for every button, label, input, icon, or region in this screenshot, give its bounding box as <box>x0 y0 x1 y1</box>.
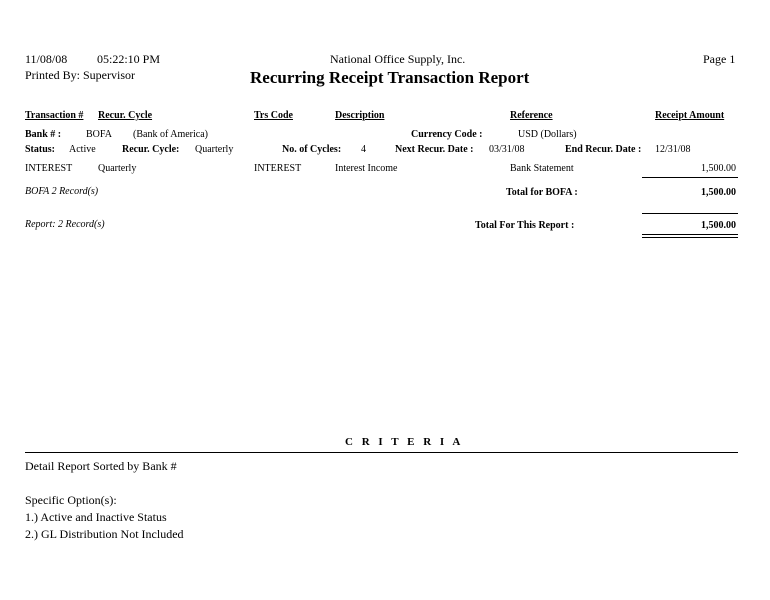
criteria-option-2: 2.) GL Distribution Not Included <box>25 527 184 541</box>
double-underline-top <box>642 234 738 235</box>
bank-total-amount: 1,500.00 <box>701 187 736 198</box>
total-line <box>642 213 738 214</box>
bank-label: Bank # : <box>25 129 62 140</box>
detail-amount: 1,500.00 <box>701 163 736 174</box>
currency-value: USD (Dollars) <box>518 129 577 140</box>
detail-cycle: Quarterly <box>98 163 137 174</box>
detail-trs-code: INTEREST <box>254 163 302 174</box>
criteria-heading: C R I T E R I A <box>345 436 464 448</box>
bank-records: BOFA 2 Record(s) <box>25 186 99 197</box>
report-date: 11/08/08 <box>25 52 68 66</box>
detail-transaction: INTEREST <box>25 163 73 174</box>
col-description: Description <box>335 110 385 121</box>
report-title: Recurring Receipt Transaction Report <box>250 68 530 87</box>
col-transaction: Transaction # <box>25 110 84 121</box>
currency-label: Currency Code : <box>411 129 483 140</box>
col-reference: Reference <box>510 110 553 121</box>
cycles-label: No. of Cycles: <box>282 144 342 155</box>
col-receipt-amount: Receipt Amount <box>655 110 725 121</box>
cycles-value: 4 <box>361 144 366 155</box>
company-name: National Office Supply, Inc. <box>330 52 466 66</box>
status-label: Status: <box>25 144 56 155</box>
criteria-options-heading: Specific Option(s): <box>25 493 117 507</box>
bank-code: BOFA <box>86 129 112 140</box>
double-underline-bottom <box>642 237 738 238</box>
end-recur-label: End Recur. Date : <box>565 144 642 155</box>
recur-cycle-label: Recur. Cycle: <box>122 144 180 155</box>
report-total-label: Total For This Report : <box>475 220 575 231</box>
criteria-sorted: Detail Report Sorted by Bank # <box>25 459 177 473</box>
bank-name: (Bank of America) <box>133 129 208 140</box>
printed-by: Printed By: Supervisor <box>25 68 135 82</box>
detail-reference: Bank Statement <box>510 163 574 174</box>
detail-description: Interest Income <box>335 163 398 174</box>
subtotal-line <box>642 177 738 178</box>
recur-cycle-value: Quarterly <box>195 144 234 155</box>
criteria-option-1: 1.) Active and Inactive Status <box>25 510 167 524</box>
criteria-divider <box>25 452 738 453</box>
end-recur-value: 12/31/08 <box>655 144 691 155</box>
page-number: Page 1 <box>703 52 736 66</box>
next-recur-label: Next Recur. Date : <box>395 144 474 155</box>
col-recur-cycle: Recur. Cycle <box>98 110 153 121</box>
bank-total-label: Total for BOFA : <box>506 187 578 198</box>
col-trs-code: Trs Code <box>254 110 293 121</box>
next-recur-value: 03/31/08 <box>489 144 525 155</box>
report-total-amount: 1,500.00 <box>701 220 736 231</box>
report-time: 05:22:10 PM <box>97 52 161 66</box>
report-records: Report: 2 Record(s) <box>25 219 105 230</box>
status-value: Active <box>69 144 96 155</box>
